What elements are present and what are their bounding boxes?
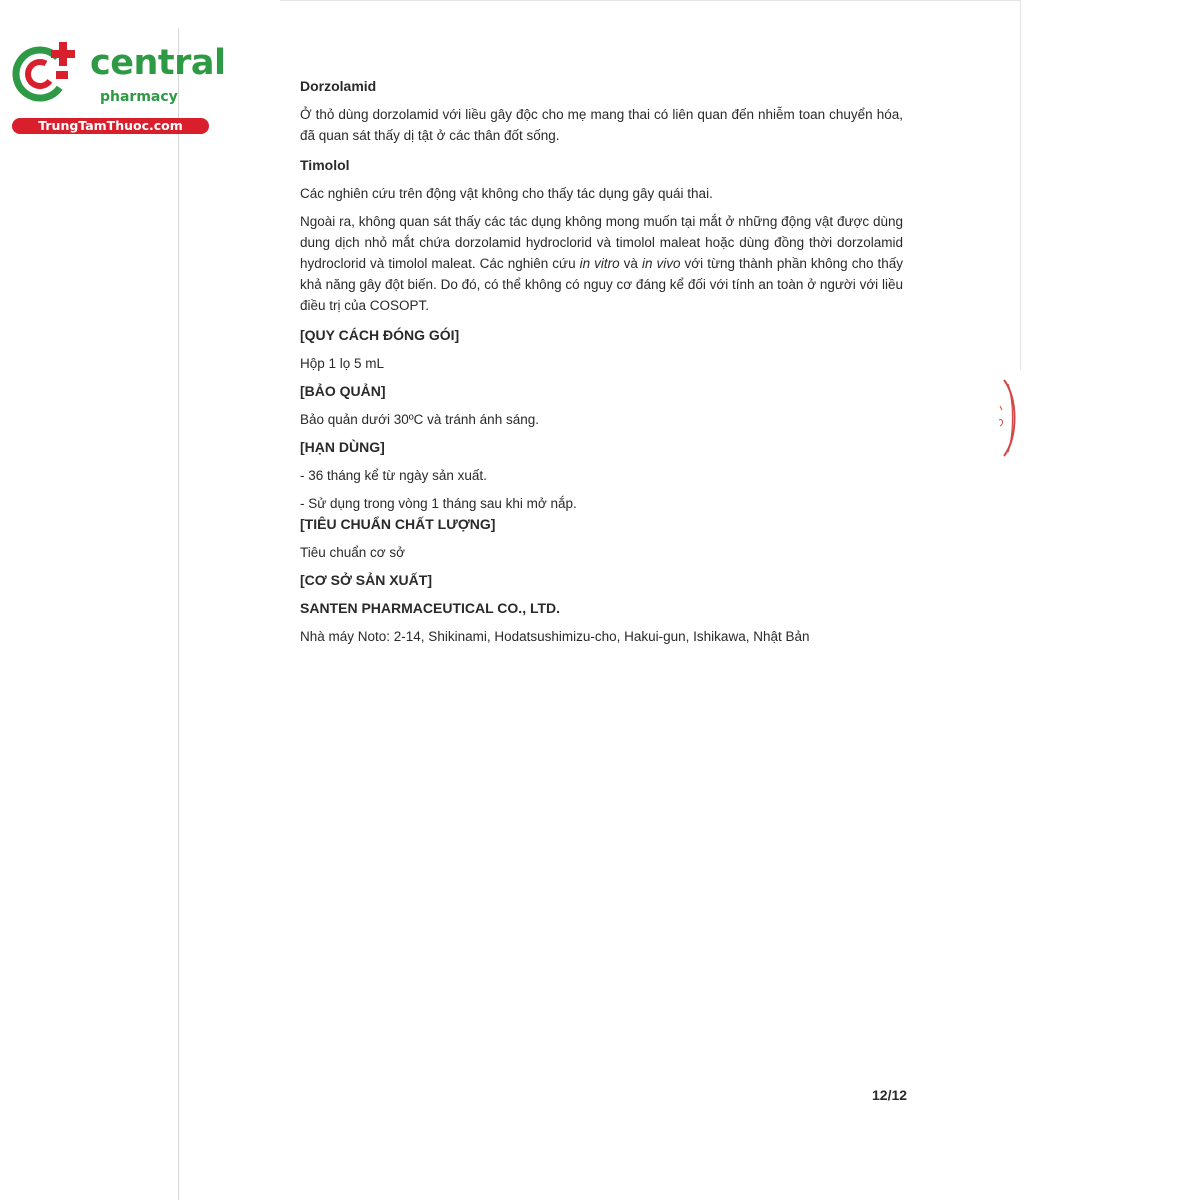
logo-website: TrungTamThuoc.com bbox=[12, 118, 209, 134]
expiry-item-2: - Sử dụng trong vòng 1 tháng sau khi mở nắp. bbox=[300, 496, 577, 511]
in-vivo-term: in vivo bbox=[641, 256, 681, 271]
document-body bbox=[300, 76, 903, 647]
section-title-quality: [TIÊU CHUẨN CHẤT LƯỢNG] bbox=[300, 516, 496, 532]
packaging-text: Hộp 1 lọ 5 mL bbox=[300, 356, 385, 371]
quality-text: Tiêu chuẩn cơ sở bbox=[300, 545, 406, 560]
section-title-expiry: [HẠN DÙNG] bbox=[300, 439, 385, 455]
storage-text: Bảo quản dưới 30ºC và tránh ánh sáng. bbox=[300, 412, 539, 427]
page-number: 12/12 bbox=[872, 1087, 908, 1103]
section-title-storage: [BẢO QUẢN] bbox=[300, 383, 386, 399]
in-vitro-term: in vitro bbox=[579, 256, 620, 271]
timolol-paragraph-1: Các nghiên cứu trên động vật không cho thấy tác dụng gây quái thai. bbox=[300, 186, 713, 201]
scan-edge-top bbox=[280, 0, 1020, 1]
manufacturer-name: SANTEN PHARMACEUTICAL CO., LTD. bbox=[300, 600, 561, 616]
timolol-paragraph-2 bbox=[300, 211, 903, 316]
scan-edge-left bbox=[178, 28, 179, 1200]
section-title-packaging: [QUY CÁCH ĐÓNG GÓI] bbox=[300, 327, 460, 343]
logo-brand-name: central bbox=[90, 43, 226, 83]
expiry-item-1: - 36 tháng kể từ ngày sản xuất. bbox=[300, 468, 487, 483]
pharmacy-cross-logo-icon bbox=[10, 38, 88, 110]
red-stamp-fragment bbox=[996, 378, 1020, 458]
section-title-manufacturer: [CƠ SỞ SẢN XUẤT] bbox=[300, 572, 432, 588]
manufacturer-address: Nhà máy Noto: 2-14, Shikinami, Hodatsushimizu-cho, Hakui-gun, Ishikawa, Nhật Bản bbox=[300, 629, 810, 644]
logo-subtitle: pharmacy bbox=[100, 89, 178, 105]
section-title-timolol: Timolol bbox=[300, 157, 350, 173]
dorzolamid-paragraph: Ở thỏ dùng dorzolamid với liều gây độc cho mẹ mang thai có liên quan đến nhiễm toan chuyển hóa, đã quan sát thấy dị tật ở các thân đốt sống. bbox=[300, 107, 903, 143]
timolol-text-part-c: với từng thành phần không cho thấy khả năng gây đột biến. Do đó, có thể không có nguy cơ đáng kể đối với tính an toàn ở người với liều điều trị của COSOPT. bbox=[300, 256, 904, 313]
timolol-text-part-b: và bbox=[619, 256, 642, 271]
scan-edge-right bbox=[1020, 0, 1021, 370]
timolol-text-part-a: Ngoài ra, không quan sát thấy các tác dụng không mong muốn tại mắt ở những động vật được dùng dung dịch nhỏ mắt chứa dorzolamid hydroclorid và timolol maleat hoặc dùng đồng thời dorzolamid hydroclorid và timolol maleat. Các nghiên cứu bbox=[300, 214, 903, 271]
central-pharmacy-logo[interactable] bbox=[10, 38, 226, 138]
section-title-dorzolamid: Dorzolamid bbox=[300, 78, 377, 94]
